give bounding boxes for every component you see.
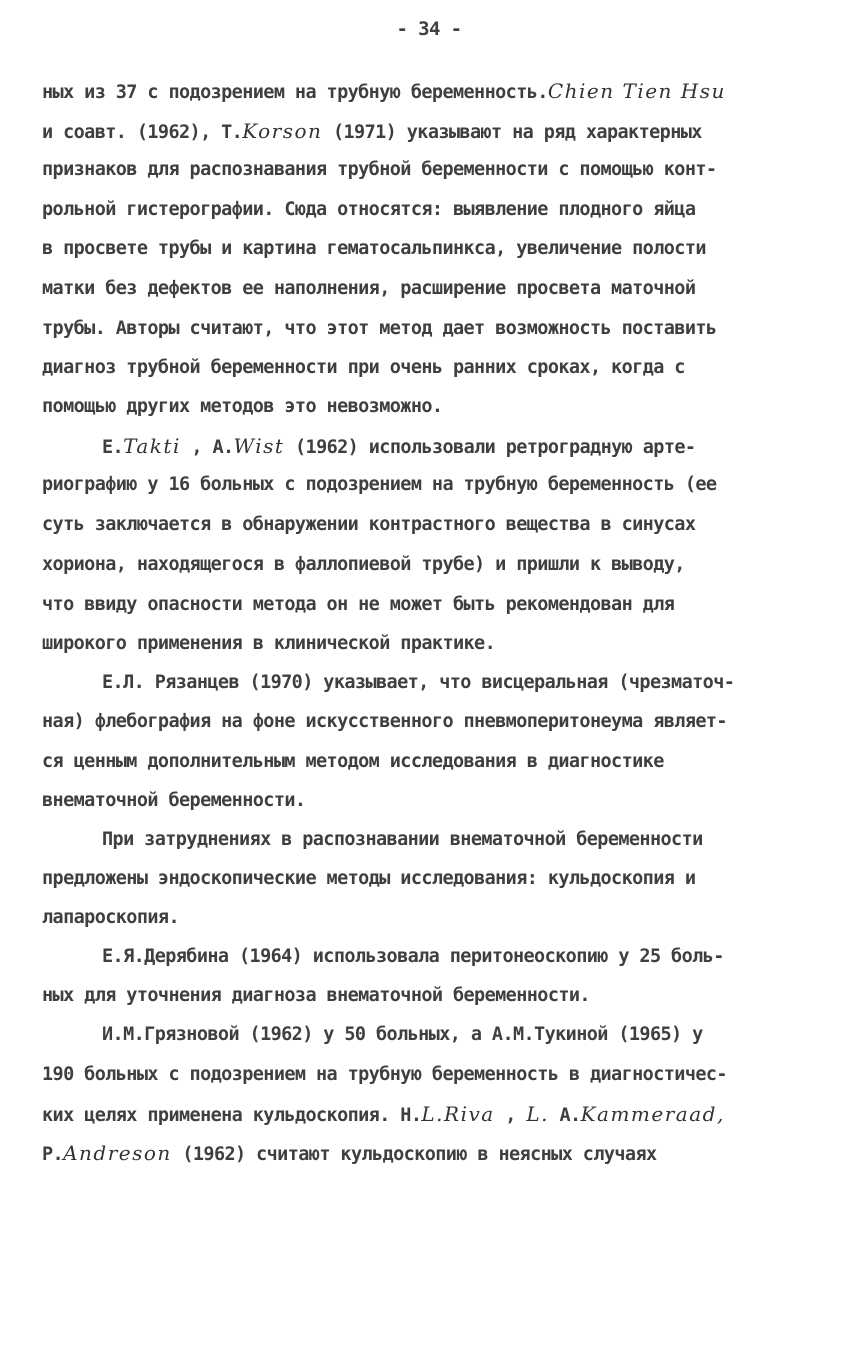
text-line — [42, 79, 726, 103]
text-line — [42, 119, 702, 143]
text-line: трубы. Авторы считают, что этот метод дает возможность поставить — [42, 318, 717, 339]
typed-text: , А. — [180, 437, 234, 458]
text-line: И.М.Грязновой (1962) у 50 больных, а А.М.Тукиной (1965) у — [102, 1024, 703, 1045]
handwritten-name: Chien Tien Hsu — [547, 79, 726, 103]
handwritten-name: L. — [526, 1102, 549, 1126]
text-line: признаков для распознавания трубной беременности с помощью конт- — [42, 159, 717, 180]
text-line: ся ценным дополнительным методом исследования в диагностике — [42, 751, 664, 772]
text-line: что ввиду опасности метода он не может быть рекомендован для — [42, 594, 675, 615]
typed-text: ких целях применена кульдоскопия. Н. — [42, 1105, 422, 1126]
handwritten-name: Korson — [242, 119, 323, 143]
text-line: предложены эндоскопические методы исследования: кульдоскопия и — [42, 868, 696, 889]
text-line — [102, 434, 695, 458]
text-line: Е.Я.Дерябина (1964) использовала перитонеоскопию у 25 боль- — [102, 946, 724, 967]
handwritten-name: Wist — [233, 434, 285, 458]
handwritten-name: Kammeraad — [580, 1102, 717, 1126]
text-line: При затруднениях в распознавании внематочной беременности — [102, 829, 703, 850]
typed-text: Р. — [42, 1144, 64, 1165]
text-line: широкого применения в клинической практике. — [42, 633, 496, 654]
text-line: ных для уточнения диагноза внематочной беременности. — [42, 985, 590, 1006]
text-line: 190 больных с подозрением на трубную беременность в диагностичес- — [42, 1064, 727, 1085]
text-line: суть заключается в обнаружении контрастного вещества в синусах — [42, 514, 696, 535]
text-line: рольной гистерографии. Сюда относятся: выявление плодного яйца — [42, 199, 696, 220]
text-line — [42, 1102, 725, 1126]
text-line: внематочной беременности. — [42, 790, 306, 811]
text-line: хориона, находящегося в фаллопиевой трубе) и пришли к выводу, — [42, 554, 685, 575]
handwritten-name: L.Riva — [421, 1102, 495, 1126]
text-line: Е.Л. Рязанцев (1970) указывает, что висцеральная (чрезматоч- — [102, 672, 735, 693]
text-line: риографию у 16 больных с подозрением на трубную беременность (ее — [42, 474, 717, 495]
text-line: диагноз трубной беременности при очень ранних сроках, когда с — [42, 357, 685, 378]
handwritten-comma: , — [716, 1102, 725, 1126]
text-line — [42, 1141, 657, 1165]
typed-text: (1962) считают кульдоскопию в неясных случаях — [171, 1144, 657, 1165]
typed-text: ных из 37 с подозрением на трубную беременность. — [42, 82, 548, 103]
typed-text: (1962) использовали ретроградную арте- — [284, 437, 696, 458]
text-line: матки без дефектов ее наполнения, расширение просвета маточной — [42, 278, 696, 299]
typed-text: и соавт. (1962), Т. — [42, 122, 243, 143]
handwritten-name: Takti — [123, 434, 181, 458]
typed-text: А. — [548, 1105, 581, 1126]
text-line: в просвете трубы и картина гематосальпинкса, увеличение полости — [42, 238, 706, 259]
typed-text: , — [494, 1105, 527, 1126]
text-line: лапароскопия. — [42, 907, 179, 928]
text-line: ная) флебография на фоне искусственного пневмоперитонеума являет- — [42, 711, 727, 732]
typed-text: Е. — [102, 437, 124, 458]
typed-text: (1971) указывают на ряд характерных — [322, 122, 702, 143]
page-number: - 34 - — [396, 18, 462, 40]
handwritten-name: Andreson — [63, 1141, 172, 1165]
text-line: помощью других методов это невозможно. — [42, 396, 443, 417]
